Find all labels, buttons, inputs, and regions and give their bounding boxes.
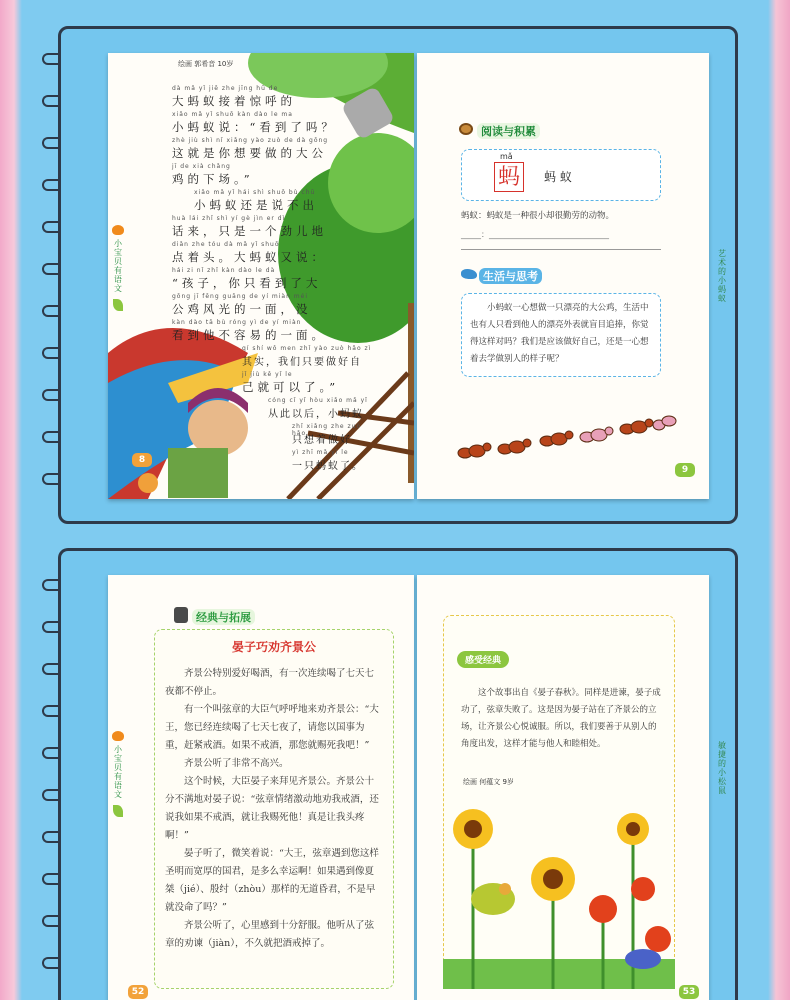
rule-line — [461, 249, 661, 250]
story-paragraph: 这个时候，大臣晏子来拜见齐景公。齐景公十分不满地对晏子说：“弦章情绪激动地劝我戒酒，还说我如果不戒酒，就让我赐死他！真是让我头疼啊！” — [165, 776, 379, 841]
story-line: qí shí wǒ men zhǐ yào zuò hǎo zì 其实，我们只要做好自 — [242, 345, 372, 368]
spread2-left-page — [108, 575, 414, 1000]
think-box — [461, 293, 661, 377]
feeling-badge: 感受经典 — [457, 651, 509, 668]
page-number: 8 — [132, 453, 152, 467]
spread1-left-page — [108, 53, 414, 499]
snail-icon — [459, 123, 473, 135]
bird-icon — [112, 225, 124, 235]
story-paragraph: 齐景公特别爱好喝酒，有一次连续喝了七天七夜都不停止。 — [165, 668, 375, 697]
char: 蚂 — [497, 165, 520, 190]
section-title-classic: 经典与拓展 — [192, 609, 255, 625]
leaf-icon — [113, 805, 123, 817]
section-title-think: 生活与思考 — [479, 268, 542, 284]
bird-icon — [112, 731, 124, 741]
section-title-read: 阅读与积累 — [477, 123, 540, 139]
story-title: 晏子巧劝齐景公 — [231, 640, 316, 654]
story-paragraph: 有一个叫弦章的大臣气呼呼地来劝齐景公：“大王，您已经连续喝了七天七夜了，请您以国事为重，赶紧戒酒。如果不戒酒，那您就赐死我吧！” — [165, 704, 379, 751]
definition: 蚂蚁：蚂蚁是一种很小却很勤劳的动物。 — [461, 211, 615, 221]
author-credit: 绘画 何蕴文 9岁 — [463, 778, 514, 786]
side-tab-left: 小 宝 贝 有 语 文 — [111, 731, 125, 817]
story-line: huà lái zhǐ shì yí gè jìn er dì 话来，只是一个劲儿地 — [172, 215, 327, 238]
graduate-icon — [174, 607, 188, 623]
story-line: diǎn zhe tóu dà mǎ yǐ shuō 点着头。大蚂蚁又说： — [172, 241, 327, 264]
fill-blank-line: _____：______________________________ — [461, 230, 609, 239]
story-line: zhè jiù shì nǐ xiǎng yào zuò de dà gōng 这就是你想要做的大公 — [172, 137, 329, 160]
author-credit: 绘画 郭希音 10岁 — [178, 60, 234, 68]
story-paragraph: 齐景公听了非常不高兴。 — [184, 758, 289, 769]
word-card — [461, 149, 661, 201]
feeling-paragraph: 这个故事出自《晏子春秋》。同样是进谏，晏子成功了，弦章失败了。这是因为晏子站在了齐景公的立场，让齐景公心悦诚服。所以，我们要善于从别人的角度出发，这样才能与他人和睦相处。 — [461, 688, 661, 749]
ants-illustration — [451, 403, 681, 473]
page-number: 9 — [675, 463, 695, 477]
page-number: 52 — [128, 985, 148, 999]
side-tab-left: 小 宝 贝 有 语 文 — [111, 225, 125, 311]
think-text: 小蚂蚁一心想做一只漂亮的大公鸡，生活中也有人只看到他人的漂亮外表就盲目追捧，你觉得这样对吗？我们是应该做好自己，还是一心想着去学做别人的样子呢？ — [470, 303, 649, 364]
story-line: jǐ jiù kě yǐ le 己就可以了。” — [242, 371, 340, 394]
story-text — [172, 85, 372, 471]
spread1-right-page — [417, 53, 709, 499]
story-line: xiǎo mǎ yǐ hái shì shuō bù chū 小蚂蚁还是说不出 — [194, 189, 318, 212]
char-pinyin: mǎ — [500, 152, 513, 161]
story-paragraph: 晏子听了，微笑着说：“大王，弦章遇到您这样圣明而宽厚的国君，是多么幸运啊！如果遇到像夏桀（jié）、殷纣（zhòu）那样的无道昏君，不是早就没命了吗？” — [165, 848, 379, 913]
side-tab-right: 敏 捷 的 小 松 鼠 — [718, 741, 726, 795]
story-line: gōng jī fēng guāng de yí miàn méi 公鸡风光的一面，没 — [172, 293, 312, 316]
story-line: yì zhī mǎ yǐ le 一只蚂蚁了。 — [292, 449, 364, 472]
word: 蚂 蚁 — [544, 170, 572, 184]
story-paragraph: 齐景公听了，心里感到十分舒服。他听从了弦章的劝谏（jiàn），不久就把酒戒掉了。 — [165, 920, 375, 949]
spread2-right-page — [417, 575, 709, 1000]
story-line: hái zi nǐ zhǐ kàn dào le dà “孩子，你只看到了大 — [172, 267, 322, 290]
top-panel — [58, 26, 738, 524]
story-line: cóng cǐ yǐ hòu xiǎo mǎ yǐ 从此以后，小蚂蚁 — [268, 397, 368, 420]
story-box — [154, 629, 394, 989]
leaf-icon — [113, 299, 123, 311]
story-line: dà mǎ yǐ jiē zhe jīng hū de 大蚂蚁接着惊呼的 — [172, 85, 296, 108]
story-line: kàn dào tā bù róng yì de yí miàn 看到他不容易的一面。 — [172, 319, 327, 342]
bottom-panel — [58, 548, 738, 1000]
story-line: jī de xià chǎng 鸡的下场。” — [172, 163, 254, 186]
page-number: 53 — [679, 985, 699, 999]
dolphin-icon — [461, 269, 477, 279]
side-tab-right: 艺 术 的 小 蚂 蚁 — [718, 249, 726, 303]
char-box — [494, 162, 524, 192]
story-line: xiǎo mǎ yǐ shuō kàn dào le ma 小蚂蚁说：“看到了吗？ — [172, 111, 337, 134]
story-line: zhǐ xiǎng zhe zuò hǎo 只想着做好 — [292, 423, 362, 446]
sunflower-illustration — [443, 789, 675, 989]
